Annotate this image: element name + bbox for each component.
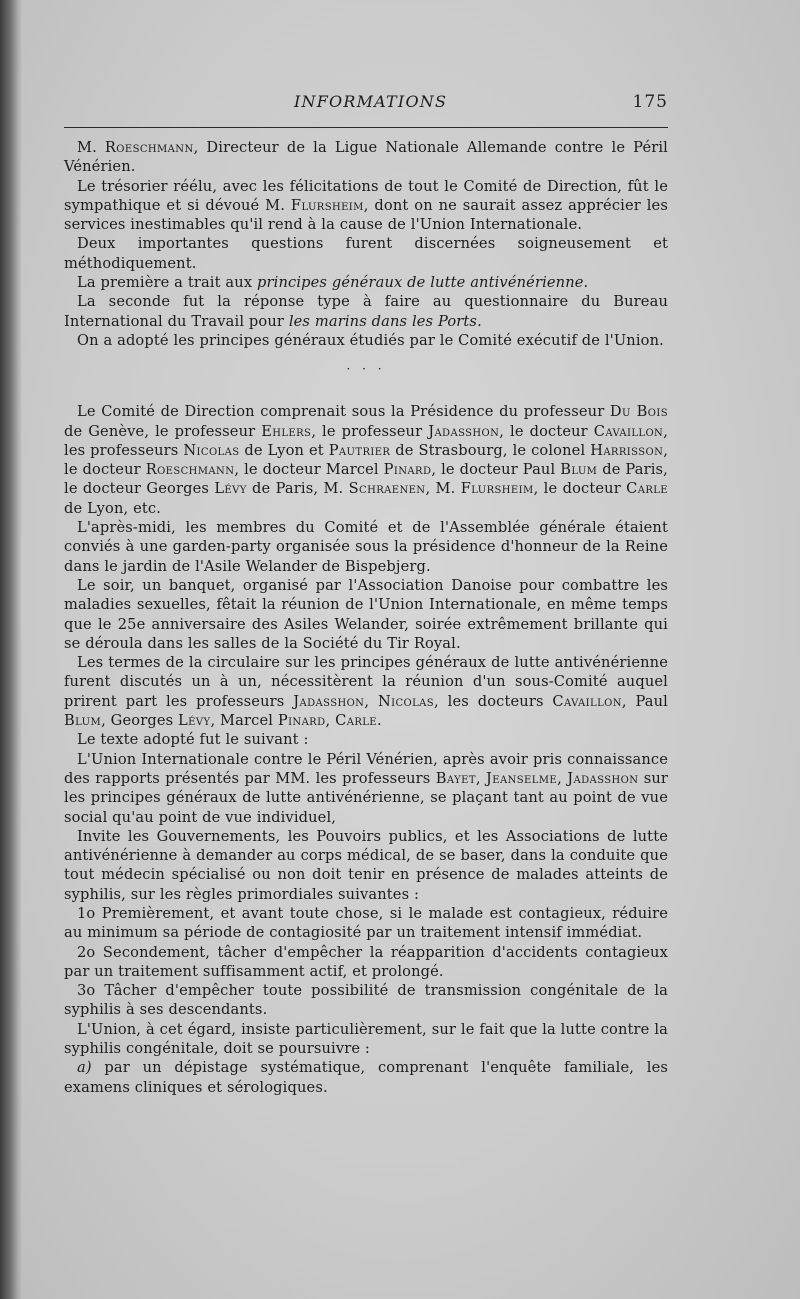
running-title: INFORMATIONS — [294, 92, 448, 111]
paragraph: Le trésorier réélu, avec les félicitations de tout le Comité de Direction, fût le sympathique et si dévoué M. Flursheim, dont on ne saurait assez apprécier les services inestimables qu'il rend à la cause de l'Union Internationale. — [64, 177, 668, 234]
paragraph: Le Comité de Direction comprenait sous la Présidence du professeur Du Bois de Genève, le professeur Ehlers, le professeur Jadasshon, le docteur Cavaillon, les professeurs Nicolas de Lyon et Pautrier de Strasbourg, le colonel Harrisson, le docteur Roeschmann, le docteur Marcel Pinard, le docteur Paul Blum de Paris, le docteur Georges Lévy de Paris, M. Schraenen, M. Flursheim, le docteur Carle de Lyon, etc. — [64, 403, 669, 517]
paragraph: L'Union Internationale contre le Péril Vénérien, après avoir pris connaissance des rapports présentés par MM. les professeurs Bayet, Jeanselme, Jadasshon sur les principes généraux de lutte antivénérienne, se plaçant tant au point de vue social qu'au point de vue individuel, — [64, 750, 669, 826]
body-text — [64, 138, 668, 1097]
paragraph: 1o Premièrement, et avant toute chose, si le malade est contagieux, réduire au minimum sa période de contagiosité par un traitement intensif immédiat. — [64, 904, 668, 942]
paragraph: 2o Secondement, tâcher d'empêcher la réapparition d'accidents contagieux par un traitement suffisamment actif, et prolongé. — [64, 943, 668, 980]
paragraph: La première a trait aux principes généraux de lutte antivénérienne. — [77, 274, 589, 292]
page-number: 175 — [632, 92, 668, 112]
paragraph: 3o Tâcher d'empêcher toute possibilité de transmission congénitale de la syphilis à ses descendants. — [64, 982, 668, 1019]
header-rule — [64, 127, 668, 128]
paragraph: L'Union, à cet égard, insiste particulièrement, sur le fait que la lutte contre la syphilis congénitale, doit se poursuivre : — [64, 1020, 668, 1058]
binding-shadow — [0, 0, 22, 1299]
running-header — [64, 92, 668, 120]
section-separator: · · · — [346, 362, 386, 377]
paragraph: La seconde fut la réponse type à faire au questionnaire du Bureau International du Travail pour les marins dans les Ports. — [64, 293, 668, 330]
paragraph: On a adopté les principes généraux étudiés par le Comité exécutif de l'Union. — [77, 331, 664, 349]
paragraph: M. Roeschmann, Directeur de la Ligue Nationale Allemande contre le Péril Vénérien. — [64, 139, 668, 176]
paragraph: Deux importantes questions furent discernées soigneusement et méthodiquement. — [64, 235, 668, 272]
paragraph: Invite les Gouvernements, les Pouvoirs publics, et les Associations de lutte antivénérienne à demander au corps médical, de se baser, dans la conduite que tout médecin spécialisé ou non doit tenir en présence de malades atteints de syphilis, sur les règles primordiales suivantes : — [64, 827, 668, 903]
paragraph: Les termes de la circulaire sur les principes généraux de lutte antivénérienne furent discutés un à un, nécessitèrent la réunion d'un sous-Comité auquel prirent part les professeurs Jadasshon, Nicolas, les docteurs Cavaillon, Paul Blum, Georges Lévy, Marcel Pinard, Carle. — [64, 654, 669, 730]
paragraph: Le texte adopté fut le suivant : — [77, 731, 309, 749]
paragraph: Le soir, un banquet, organisé par l'Association Danoise pour combattre les maladies sexuelles, fêtait la réunion de l'Union Internationale, en même temps que le 25e anniversaire des Asiles Welander, soirée extrêmement brillante qui se déroula dans les salles de la Société du Tir Royal. — [64, 576, 668, 652]
paragraph: L'après-midi, les membres du Comité et de l'Assemblée générale étaient conviés à une garden-party organisée sous la présidence d'honneur de la Reine dans le jardin de l'Asile Welander de Bispebjerg. — [64, 519, 668, 575]
paragraph: a) par un dépistage systématique, comprenant l'enquête familiale, les examens cliniques et sérologiques. — [64, 1059, 668, 1096]
